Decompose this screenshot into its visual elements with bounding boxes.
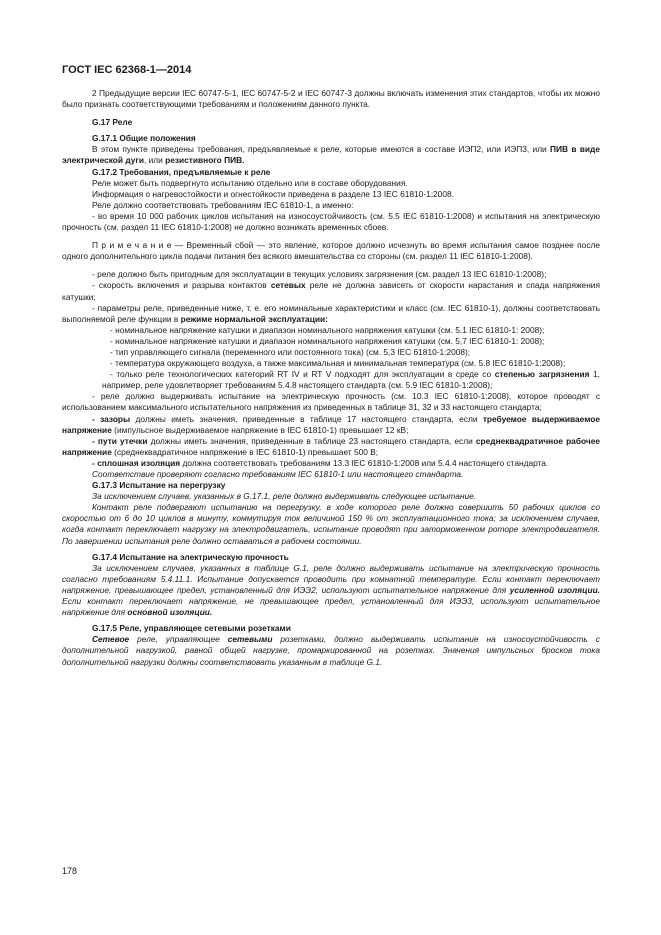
- paragraph-g17-1: В этом пункте приведены требования, предъявляемые к реле, которые имеются в составе ИЭП2, или ИЭП3, или ПИВ в виде электрической дуги, или резистивного ПИВ.: [62, 144, 600, 166]
- heading-g17-1: G.17.1 Общие положения: [92, 133, 196, 144]
- paragraph: Реле должно соответствовать требованиям IEC 61810-1, а именно:: [92, 199, 354, 210]
- sub-list-item: - температура окружающего воздуха, а также максимальная и минимальная температура (см. 5.8 IEC 61810-1:2008);: [110, 358, 566, 369]
- list-item: - во время 10 000 рабочих циклов испытания на износоустойчивость (см. 5.5 IEC 61810-1:2008) и испытания на электрическую прочность (см. раздел 11 IEC 61810-1:2008) не должно возникать временных сбоев.: [62, 210, 600, 233]
- conformance-statement: Соответствие проверяют согласно требованиям IEC 61810-1 или настоящего стандарта.: [92, 469, 464, 479]
- heading-g17: G.17 Реле: [92, 117, 133, 128]
- list-item: - реле должно выдерживать испытание на электрическую прочность (см. 10.3 IEC 61810-1:2008), которое проводят с использованием максимального испытательного напряжения из приведенных в таблице 31, 32 и 33 настоящего стандарта;: [62, 391, 600, 413]
- paragraph: За исключением случаев, указанных в G.17.1, реле должно выдерживать следующее испытание.: [92, 491, 477, 502]
- sub-list-item: - тип управляющего сигнала (переменного или постоянного тока) (см. 5,3 IEC 61810-1:2008);: [110, 346, 471, 357]
- page-number: 178: [62, 866, 78, 876]
- sub-list-item: - номинальное напряжение катушки и диапазон номинального напряжения катушки (см. 5.1 IEC 61810-1: 2008);: [110, 324, 545, 335]
- note-paragraph: П р и м е ч а н и е — Временный сбой — это явление, которое должно исчезнуть во время испытания самое позднее после одного дополнительного цикла подачи питания без всякого вмешательства со стороны (см. раздел 11 IEC 61810-1:2008).: [62, 240, 600, 262]
- paragraph: Информация о нагревостойкости и огнестойкости приведена в разделе 13 IEC 61810-1:2008.: [92, 188, 454, 199]
- paragraph: Контакт реле подвергают испытанию на перегрузку, в ходе которого реле должно совершить 50 рабочих циклов со скоростью от 6 до 10 циклов в минуту, коммутируя ток величиной 150 % от эксплуатационного тока; за исключением случаев, когда контакт переключает нагрузку на электродвигатель, испытание проводят при заторможенном роторе электродвигателя. По завершении испытания реле должно оставаться в рабочем состоянии.: [62, 502, 600, 546]
- document-header: ГОСТ IEC 62368-1—2014: [62, 64, 192, 76]
- body-text: [62, 88, 600, 668]
- paragraph-note-2: 2 Предыдущие версии IEC 60747-5-1, IEC 60747-5-2 и IEC 60747-3 должны включать изменения этих стандартов, чтобы их можно было признать соответствующими требованиям и положениям данного пункта.: [62, 88, 600, 110]
- paragraph: Реле может быть подвергнуто испытанию отдельно или в составе оборудования.: [92, 177, 408, 188]
- list-item: - зазоры должны иметь значения, приведенные в таблице 17 настоящего стандарта, если требуемое выдерживаемое напряжение (импульсное выдерживаемое напряжение в IEC 61810-1) превышает 12 кВ;: [62, 413, 600, 435]
- heading-g17-4: G.17.4 Испытание на электрическую прочность: [92, 551, 289, 562]
- heading-g17-3: G.17.3 Испытание на перегрузку: [92, 480, 226, 491]
- paragraph: Сетевое реле, управляющее сетевыми розетками, должно выдерживать испытание на износоустойчивость с дополнительной нагрузкой, равной общей нагрузке, промаркированной на розетках. Значения импульсных бросков тока дополнительной нагрузки должны соответствовать указанным в таблице G.1.: [62, 634, 600, 667]
- list-item: - параметры реле, приведенные ниже, т. е. его номинальные характеристики и класс (см. IEC 61810-1), должны соответствовать выполняемой реле функции в режиме нормальной эксплуатации:: [62, 302, 600, 324]
- list-item: - сплошная изоляция должна соответствовать требованиям 13.3 IEC 61810-1:2008 или 5.4.4 настоящего стандарта.: [92, 457, 549, 468]
- paragraph: За исключением случаев, указанных в таблице G.1, реле должно выдерживать испытание на электрическую прочность согласно требованиям 5.4.11.1. Испытание допускается проводить при комнатной температуре. Если контакт переключает напряжение, превышающее предел, установленный для ИЭЭ2, используют испытательное напряжение для усиленной изоляции. Если контакт переключает напряжение, не превышающее предел, установленный для ИЭЭ3, используют испытательное напряжение для основной изоляции.: [62, 562, 600, 618]
- list-item: - реле должно быть пригодным для эксплуатации в текущих условиях загрязнения (см. раздел 13 IEC 61810-1:2008);: [92, 269, 547, 280]
- heading-g17-5: G.17.5 Реле, управляющее сетевыми розетками: [92, 623, 291, 634]
- sub-list-item: - только реле технологических категорий RT IV и RT V подходят для эксплуатации в среде со степенью загрязнения 1, например, реле удовлетворяет требованиям 5.4.8 настоящего стандарта (см. 5.9 IEC 61810-1:2008);: [102, 369, 600, 391]
- note-label: П р и м е ч а н и е: [92, 240, 172, 251]
- heading-g17-2: G.17.2 Требования, предъявляемые к реле: [92, 166, 271, 177]
- list-item: - пути утечки должны иметь значения, приведенные в таблице 23 настоящего стандарта, если среднеквадратичное рабочее напряжение (среднеквадратичное напряжение в IEC 61810-1) превышает 500 В;: [62, 435, 600, 457]
- sub-list-item: - номинальное напряжение катушки и диапазон номинального напряжения катушки (см. 5,7 IEC 61810-1: 2008);: [110, 335, 545, 346]
- list-item: - скорость включения и разрыва контактов сетевых реле не должна зависеть от скорости нарастания и спада напряжения катушки;: [62, 280, 600, 302]
